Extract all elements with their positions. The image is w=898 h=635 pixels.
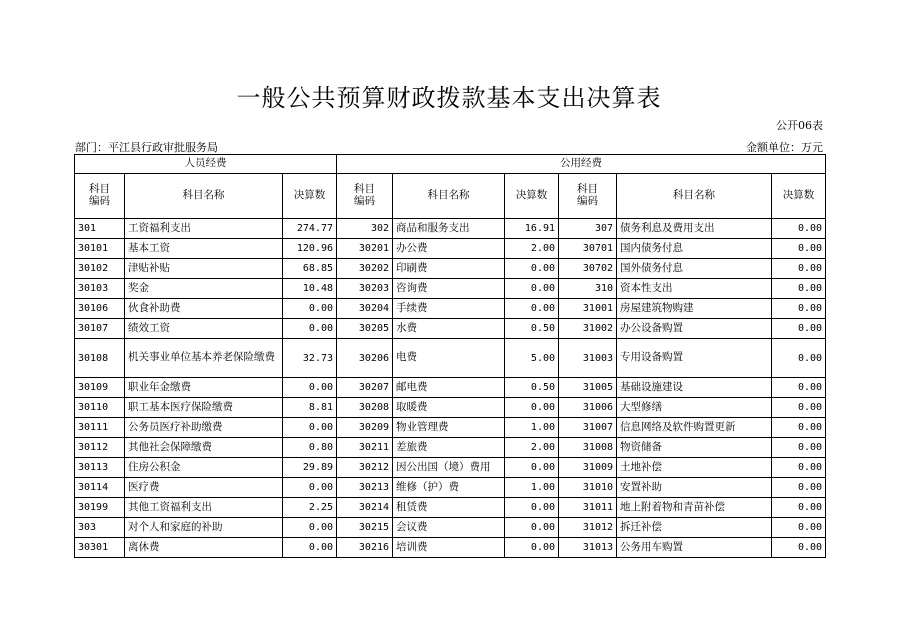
amount-cell: 0.00 (505, 279, 559, 299)
name-cell: 津贴补贴 (125, 259, 283, 279)
name-cell: 基本工资 (125, 239, 283, 259)
code-cell: 30113 (75, 458, 125, 478)
code-cell: 30199 (75, 498, 125, 518)
amount-cell: 0.00 (283, 378, 337, 398)
amount-cell: 0.00 (505, 398, 559, 418)
table-row (75, 259, 826, 279)
code-cell: 302 (337, 219, 393, 239)
table-row (75, 458, 826, 478)
name-cell: 住房公积金 (125, 458, 283, 478)
code-cell: 30114 (75, 478, 125, 498)
code-cell: 31008 (559, 438, 617, 458)
table-row (75, 418, 826, 438)
table-row (75, 378, 826, 398)
name-cell: 培训费 (393, 538, 505, 558)
code-cell: 31010 (559, 478, 617, 498)
code-cell: 30215 (337, 518, 393, 538)
amount-cell: 0.00 (772, 418, 826, 438)
code-cell: 30205 (337, 319, 393, 339)
amount-cell: 274.77 (283, 219, 337, 239)
name-cell: 土地补偿 (617, 458, 772, 478)
table-row (75, 219, 826, 239)
code-cell: 31011 (559, 498, 617, 518)
name-cell: 公务用车购置 (617, 538, 772, 558)
name-cell: 国外债务付息 (617, 259, 772, 279)
code-cell: 30214 (337, 498, 393, 518)
table-row (75, 438, 826, 458)
table-row (75, 538, 826, 558)
amount-cell: 5.00 (505, 339, 559, 378)
table-row (75, 398, 826, 418)
code-cell: 30211 (337, 438, 393, 458)
name-cell: 手续费 (393, 299, 505, 319)
amount-cell: 0.80 (283, 438, 337, 458)
name-cell: 国内债务付息 (617, 239, 772, 259)
code-cell: 31003 (559, 339, 617, 378)
code-cell: 30106 (75, 299, 125, 319)
col-name-header: 科目名称 (617, 174, 772, 219)
name-cell: 其他社会保障缴费 (125, 438, 283, 458)
amount-cell: 120.96 (283, 239, 337, 259)
name-cell: 资本性支出 (617, 279, 772, 299)
expenditure-table (74, 154, 826, 558)
amount-cell: 0.00 (505, 259, 559, 279)
amount-cell: 1.00 (505, 478, 559, 498)
code-cell: 30207 (337, 378, 393, 398)
col-amount-header: 决算数 (283, 174, 337, 219)
amount-cell: 0.00 (772, 458, 826, 478)
name-cell: 房屋建筑物购建 (617, 299, 772, 319)
name-cell: 拆迁补偿 (617, 518, 772, 538)
name-cell: 绩效工资 (125, 319, 283, 339)
code-cell: 30109 (75, 378, 125, 398)
amount-cell: 0.00 (772, 259, 826, 279)
name-cell: 公务员医疗补助缴费 (125, 418, 283, 438)
code-cell: 30206 (337, 339, 393, 378)
name-cell: 咨询费 (393, 279, 505, 299)
code-cell: 30701 (559, 239, 617, 259)
name-cell: 取暖费 (393, 398, 505, 418)
amount-cell: 0.00 (283, 299, 337, 319)
amount-cell: 32.73 (283, 339, 337, 378)
code-cell: 31002 (559, 319, 617, 339)
amount-cell: 0.00 (283, 478, 337, 498)
unit-label: 金额单位：万元 (746, 141, 823, 154)
name-cell: 物业管理费 (393, 418, 505, 438)
amount-cell: 16.91 (505, 219, 559, 239)
name-cell: 债务利息及费用支出 (617, 219, 772, 239)
amount-cell: 0.00 (772, 518, 826, 538)
code-cell: 30202 (337, 259, 393, 279)
table-row (75, 518, 826, 538)
amount-cell: 68.85 (283, 259, 337, 279)
amount-cell: 0.00 (772, 279, 826, 299)
name-cell: 其他工资福利支出 (125, 498, 283, 518)
amount-cell: 0.00 (772, 219, 826, 239)
code-cell: 307 (559, 219, 617, 239)
code-cell: 310 (559, 279, 617, 299)
code-cell: 30208 (337, 398, 393, 418)
name-cell: 机关事业单位基本养老保险缴费 (125, 339, 283, 378)
amount-cell: 0.00 (772, 538, 826, 558)
code-cell: 30702 (559, 259, 617, 279)
name-cell: 大型修缮 (617, 398, 772, 418)
code-cell: 30107 (75, 319, 125, 339)
amount-cell: 0.00 (505, 518, 559, 538)
name-cell: 信息网络及软件购置更新 (617, 418, 772, 438)
code-cell: 30212 (337, 458, 393, 478)
name-cell: 地上附着物和青苗补偿 (617, 498, 772, 518)
name-cell: 职业年金缴费 (125, 378, 283, 398)
name-cell: 基础设施建设 (617, 378, 772, 398)
name-cell: 伙食补助费 (125, 299, 283, 319)
code-cell: 30112 (75, 438, 125, 458)
amount-cell: 0.50 (505, 319, 559, 339)
name-cell: 物资储备 (617, 438, 772, 458)
amount-cell: 0.00 (283, 518, 337, 538)
code-cell: 30101 (75, 239, 125, 259)
code-cell: 30102 (75, 259, 125, 279)
col-code-header: 科目 编码 (75, 174, 125, 219)
amount-cell: 0.00 (772, 498, 826, 518)
name-cell: 商品和服务支出 (393, 219, 505, 239)
name-cell: 维修（护）费 (393, 478, 505, 498)
amount-cell: 0.00 (772, 478, 826, 498)
amount-cell: 0.00 (283, 418, 337, 438)
code-cell: 30201 (337, 239, 393, 259)
code-cell: 31005 (559, 378, 617, 398)
amount-cell: 0.00 (505, 538, 559, 558)
name-cell: 邮电费 (393, 378, 505, 398)
code-cell: 30103 (75, 279, 125, 299)
amount-cell: 0.00 (772, 299, 826, 319)
group-personnel: 人员经费 (75, 155, 337, 174)
name-cell: 医疗费 (125, 478, 283, 498)
table-row (75, 319, 826, 339)
code-cell: 30204 (337, 299, 393, 319)
name-cell: 会议费 (393, 518, 505, 538)
col-name-header: 科目名称 (125, 174, 283, 219)
code-cell: 31006 (559, 398, 617, 418)
table-row (75, 339, 826, 378)
name-cell: 电费 (393, 339, 505, 378)
code-cell: 30203 (337, 279, 393, 299)
col-code-header: 科目 编码 (559, 174, 617, 219)
code-cell: 30216 (337, 538, 393, 558)
table-row (75, 239, 826, 259)
name-cell: 专用设备购置 (617, 339, 772, 378)
col-amount-header: 决算数 (505, 174, 559, 219)
name-cell: 租赁费 (393, 498, 505, 518)
code-cell: 30108 (75, 339, 125, 378)
group-public: 公用经费 (337, 155, 826, 174)
name-cell: 离休费 (125, 538, 283, 558)
code-cell: 30110 (75, 398, 125, 418)
name-cell: 安置补助 (617, 478, 772, 498)
name-cell: 奖金 (125, 279, 283, 299)
amount-cell: 0.00 (283, 538, 337, 558)
name-cell: 办公设备购置 (617, 319, 772, 339)
amount-cell: 0.00 (772, 319, 826, 339)
name-cell: 因公出国（境）费用 (393, 458, 505, 478)
amount-cell: 0.00 (772, 339, 826, 378)
name-cell: 工资福利支出 (125, 219, 283, 239)
code-cell: 31013 (559, 538, 617, 558)
amount-cell: 1.00 (505, 418, 559, 438)
page-title: 一般公共预算财政拨款基本支出决算表 (236, 84, 662, 112)
amount-cell: 0.00 (505, 498, 559, 518)
code-cell: 31001 (559, 299, 617, 319)
name-cell: 对个人和家庭的补助 (125, 518, 283, 538)
code-cell: 31012 (559, 518, 617, 538)
col-name-header: 科目名称 (393, 174, 505, 219)
code-cell: 303 (75, 518, 125, 538)
table-row (75, 299, 826, 319)
table-row (75, 498, 826, 518)
table-row (75, 478, 826, 498)
code-cell: 30111 (75, 418, 125, 438)
amount-cell: 0.00 (772, 239, 826, 259)
amount-cell: 29.89 (283, 458, 337, 478)
amount-cell: 0.00 (772, 398, 826, 418)
name-cell: 办公费 (393, 239, 505, 259)
amount-cell: 8.81 (283, 398, 337, 418)
form-number: 公开06表 (776, 119, 823, 132)
name-cell: 印刷费 (393, 259, 505, 279)
amount-cell: 2.00 (505, 239, 559, 259)
amount-cell: 2.25 (283, 498, 337, 518)
amount-cell: 2.00 (505, 438, 559, 458)
amount-cell: 0.00 (772, 378, 826, 398)
code-cell: 31009 (559, 458, 617, 478)
name-cell: 职工基本医疗保险缴费 (125, 398, 283, 418)
code-cell: 301 (75, 219, 125, 239)
table-row (75, 279, 826, 299)
amount-cell: 0.00 (283, 319, 337, 339)
code-cell: 30213 (337, 478, 393, 498)
name-cell: 差旅费 (393, 438, 505, 458)
name-cell: 水费 (393, 319, 505, 339)
amount-cell: 10.48 (283, 279, 337, 299)
col-amount-header: 决算数 (772, 174, 826, 219)
amount-cell: 0.50 (505, 378, 559, 398)
amount-cell: 0.00 (505, 299, 559, 319)
code-cell: 31007 (559, 418, 617, 438)
amount-cell: 0.00 (505, 458, 559, 478)
col-code-header: 科目 编码 (337, 174, 393, 219)
code-cell: 30209 (337, 418, 393, 438)
amount-cell: 0.00 (772, 438, 826, 458)
code-cell: 30301 (75, 538, 125, 558)
department-label: 部门：平江县行政审批服务局 (75, 141, 218, 154)
